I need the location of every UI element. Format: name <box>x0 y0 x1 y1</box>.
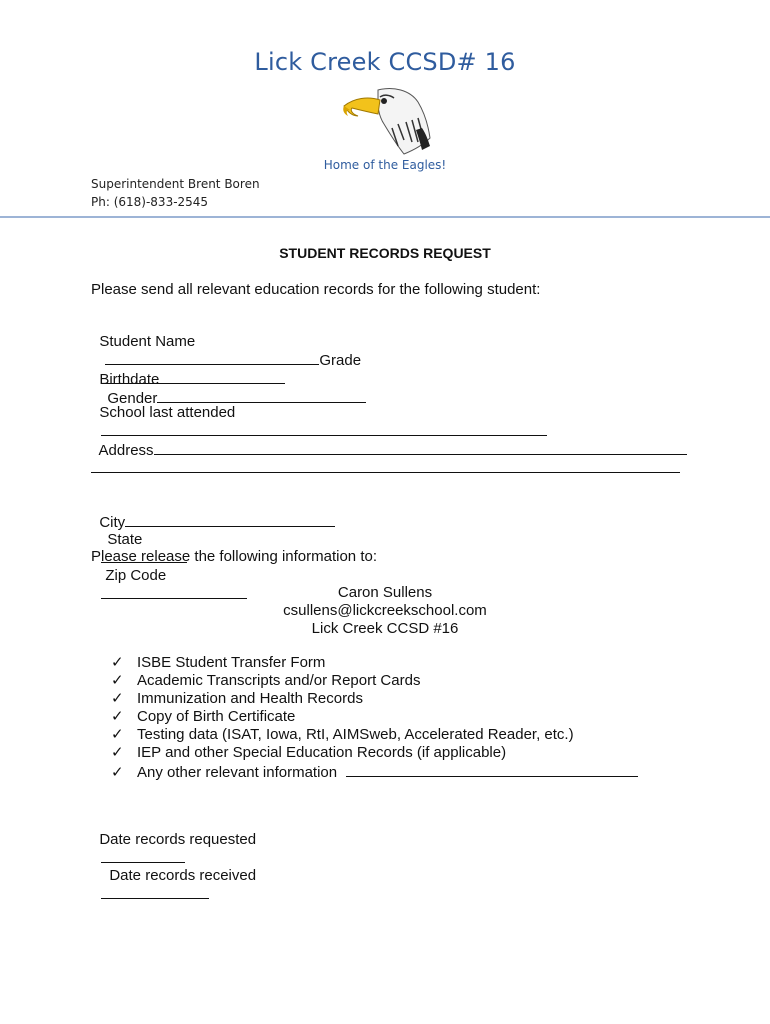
release-intro: Please release the following information to: <box>91 548 377 565</box>
other-info-field[interactable] <box>346 762 638 777</box>
form-heading: STUDENT RECORDS REQUEST <box>279 245 491 261</box>
superintendent-info <box>91 175 260 211</box>
city-field[interactable] <box>125 512 335 527</box>
address-field[interactable] <box>154 440 687 455</box>
checkmark-icon: ✓ <box>111 672 124 689</box>
school-title: Lick Creek CCSD# 16 <box>254 48 516 76</box>
recipient-name: Caron Sullens <box>337 584 433 601</box>
checklist-item[interactable]: ✓ Academic Transcripts and/or Report Cards <box>111 672 421 689</box>
checkmark-icon: ✓ <box>111 744 124 761</box>
checklist-item[interactable]: ✓ Immunization and Health Records <box>111 690 363 707</box>
gender-label: Gender <box>107 390 158 407</box>
date-requested-field[interactable] <box>101 848 185 863</box>
recipient-org: Lick Creek CCSD #16 <box>311 620 459 637</box>
intro-text: Please send all relevant education records for the following student: <box>91 281 541 298</box>
birthdate-field[interactable] <box>159 369 285 384</box>
checkmark-icon: ✓ <box>111 690 124 707</box>
checkmark-icon: ✓ <box>111 654 124 671</box>
checklist-item[interactable]: ✓ ISBE Student Transfer Form <box>111 654 326 671</box>
date-requested-label: Date records requested <box>99 831 257 848</box>
address-label: Address <box>98 442 154 459</box>
birthdate-label: Birthdate <box>99 371 160 388</box>
recipient-email: csullens@lickcreekschool.com <box>283 602 487 619</box>
eagle-logo <box>338 84 434 156</box>
checklist-item[interactable]: ✓ Testing data (ISAT, Iowa, RtI, AIMSweb, Accelerated Reader, etc.) <box>111 726 574 743</box>
student-name-label: Student Name <box>99 333 196 350</box>
checklist-item[interactable]: ✓ Any other relevant information <box>111 762 638 782</box>
header-divider <box>0 216 770 218</box>
address-line-2[interactable] <box>91 472 680 473</box>
city-label: City <box>99 514 126 531</box>
date-received-field[interactable] <box>101 884 209 899</box>
checklist-item[interactable]: ✓ Copy of Birth Certificate <box>111 708 296 725</box>
checkmark-icon: ✓ <box>111 708 124 725</box>
superintendent-name: Superintendent Brent Boren <box>91 177 260 191</box>
checkmark-icon: ✓ <box>111 764 124 781</box>
dates-row <box>91 814 256 903</box>
grade-label: Grade <box>319 352 362 369</box>
zip-label: Zip Code <box>105 567 167 584</box>
date-received-label: Date records received <box>109 867 257 884</box>
state-label: State <box>107 531 143 548</box>
checklist-item[interactable]: ✓ IEP and other Special Education Records (if applicable) <box>111 744 507 761</box>
school-motto: Home of the Eagles! <box>323 158 447 172</box>
address-row <box>91 423 687 459</box>
superintendent-phone: Ph: (618)-833-2545 <box>91 195 209 209</box>
school-label: School last attended <box>99 404 236 421</box>
records-checklist <box>111 654 638 782</box>
checkmark-icon: ✓ <box>111 726 124 743</box>
